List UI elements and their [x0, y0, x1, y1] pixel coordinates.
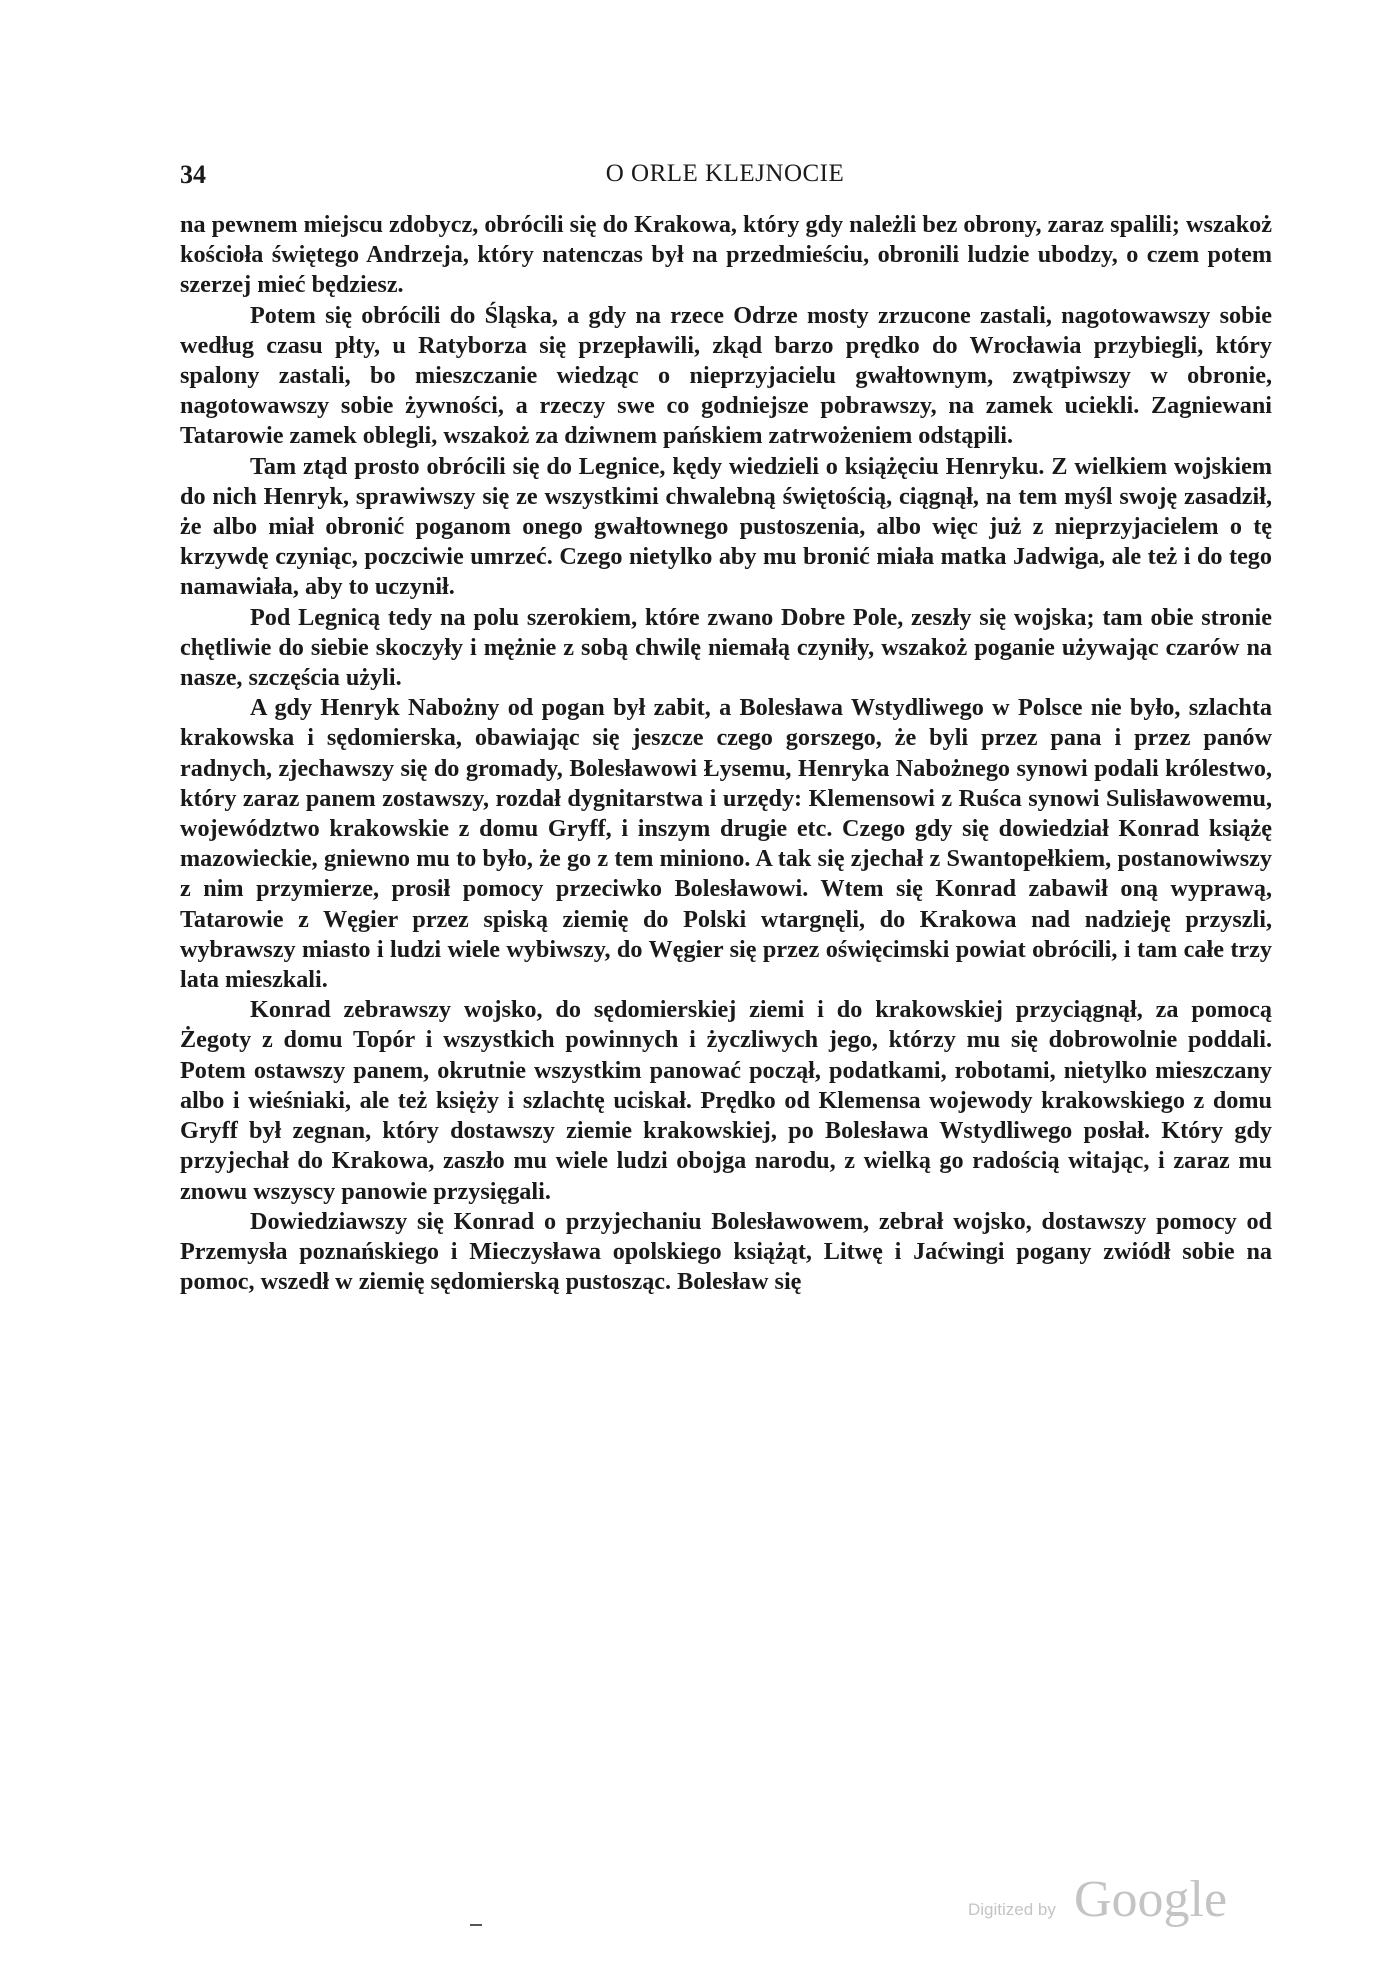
footer-dash — [470, 1924, 482, 1926]
paragraph-7: Dowiedziawszy się Konrad o przyjechaniu Bolesławowem, zebrał wojsko, dostawszy pomocy od Przemysła poznańskiego i Mieczysława opolskiego książąt, Litwę i Jaćwingi pogany zwiódł sobie na pomoc, wszedł w ziemię sędomierską pustosząc. Bolesław się — [180, 1207, 1272, 1296]
paragraph-1: na pewnem miejscu zdobycz, obrócili się do Krakowa, który gdy należli bez obrony, zaraz spalili; wszakoż kościoła świętego Andrzeja, który natenczas był na przedmieściu, obronili ludzie ubodzy, o czem potem szerzej mieć będziesz. — [180, 211, 1272, 299]
paragraph-4: Pod Legnicą tedy na polu szerokiem, które zwano Dobre Pole, zeszły się wojska; tam obie stronie chętliwie do siebie skoczyły i mężnie z sobą chwilę niemałą czyniły, wszakoż poganie używając czarów na nasze, szczęścia użyli. — [180, 603, 1272, 692]
paragraph-3: Tam ztąd prosto obrócili się do Legnice, kędy wiedzieli o książęciu Henryku. Z wielkiem wojskiem do nich Henryk, sprawiwszy się ze wszystkimi chwalebną świętością, ciągnął, na tem myśl swoję zasadził, że albo miał obronić poganom onego gwałtownego pustoszenia, albo więc już z nieprzyjacielem o tę krzywdę czyniąc, poczciwie umrzeć. Czego nietylko aby mu bronić miała matka Jadwiga, ale też i do tego namawiała, aby to uczynił. — [180, 452, 1272, 601]
digitized-by-label: Digitized by — [968, 1900, 1056, 1919]
google-logo: Google — [1074, 1871, 1228, 1928]
chapter-title: O ORLE KLEJNOCIE — [605, 160, 845, 187]
page-number: 34 — [180, 160, 206, 189]
running-head — [180, 160, 1270, 194]
paragraph-5: A gdy Henryk Nabożny od pogan był zabit, a Bolesława Wstydliwego w Polsce nie było, szlachta krakowska i sędomierska, obawiając się jeszcze czego gorszego, że byli przez pana i przez panów radnych, zjechawszy się do gromady, Bolesławowi Łysemu, Henryka Nabożnego synowi podali królestwo, który zaraz panem zostawszy, rozdał dygnitarstwa i urzędy: Klemensowi z Ruśca synowi Sulisławowemu, województwo krakowskie z domu Gryff, i inszym drugie etc. Czego gdy się dowiedział Konrad książę mazowieckie, gniewno mu to było, że go z tem miniono. A tak się zjechał z Swantopełkiem, postanowiwszy z nim przymierze, prosił pomocy przeciwko Bolesławowi. Wtem się Konrad zabawił oną wyprawą, Tatarowie z Węgier przez spiską ziemię do Polski wtargnęli, do Krakowa nad nadzieję przyszli, wybrawszy miasto i ludzi wiele wybiwszy, do Węgier się przez oświęcimski powiat obrócili, i tam całe trzy lata mieszkali. — [180, 694, 1272, 994]
paragraph-2: Potem się obrócili do Śląska, a gdy na rzece Odrze mosty zrzucone zastali, nagotowawszy sobie według czasu płty, u Ratyborza się przepławili, zkąd barzo prędko do Wrocławia przybiegli, który spalony zastali, bo mieszczanie wiedząc o nieprzyjacielu gwałtownym, zwątpiwszy w obronie, nagotowawszy sobie żywności, a rzeczy swe co godniejsze pobrawszy, na zamek uciekli. Zagniewani Tatarowie zamek oblegli, wszakoż za dziwnem pańskiem zatrwożeniem odstąpili. — [180, 301, 1272, 450]
paragraph-6: Konrad zebrawszy wojsko, do sędomierskiej ziemi i do krakowskiej przyciągnął, za pomocą Żegoty z domu Topór i wszystkich powinnych i życzliwych jego, którzy mu się dobrowolnie poddali. Potem ostawszy panem, okrutnie wszystkim panować począł, podatkami, robotami, nietylko mieszczany albo i wieśniaki, ale też księży i szlachtę uciskał. Prędko od Klemensa wojewody krakowskiego z domu Gryff był zegnan, który dostawszy ziemie krakowskiej, po Bolesława Wstydliwego posłał. Który gdy przyjechał do Krakowa, zaszło mu wiele ludzi obojga narodu, z wielką go radością witając, i zaraz mu znowu wszyscy panowie przysięgali. — [180, 996, 1272, 1205]
digitized-watermark — [968, 1870, 1268, 1930]
body-text — [180, 210, 1272, 1297]
